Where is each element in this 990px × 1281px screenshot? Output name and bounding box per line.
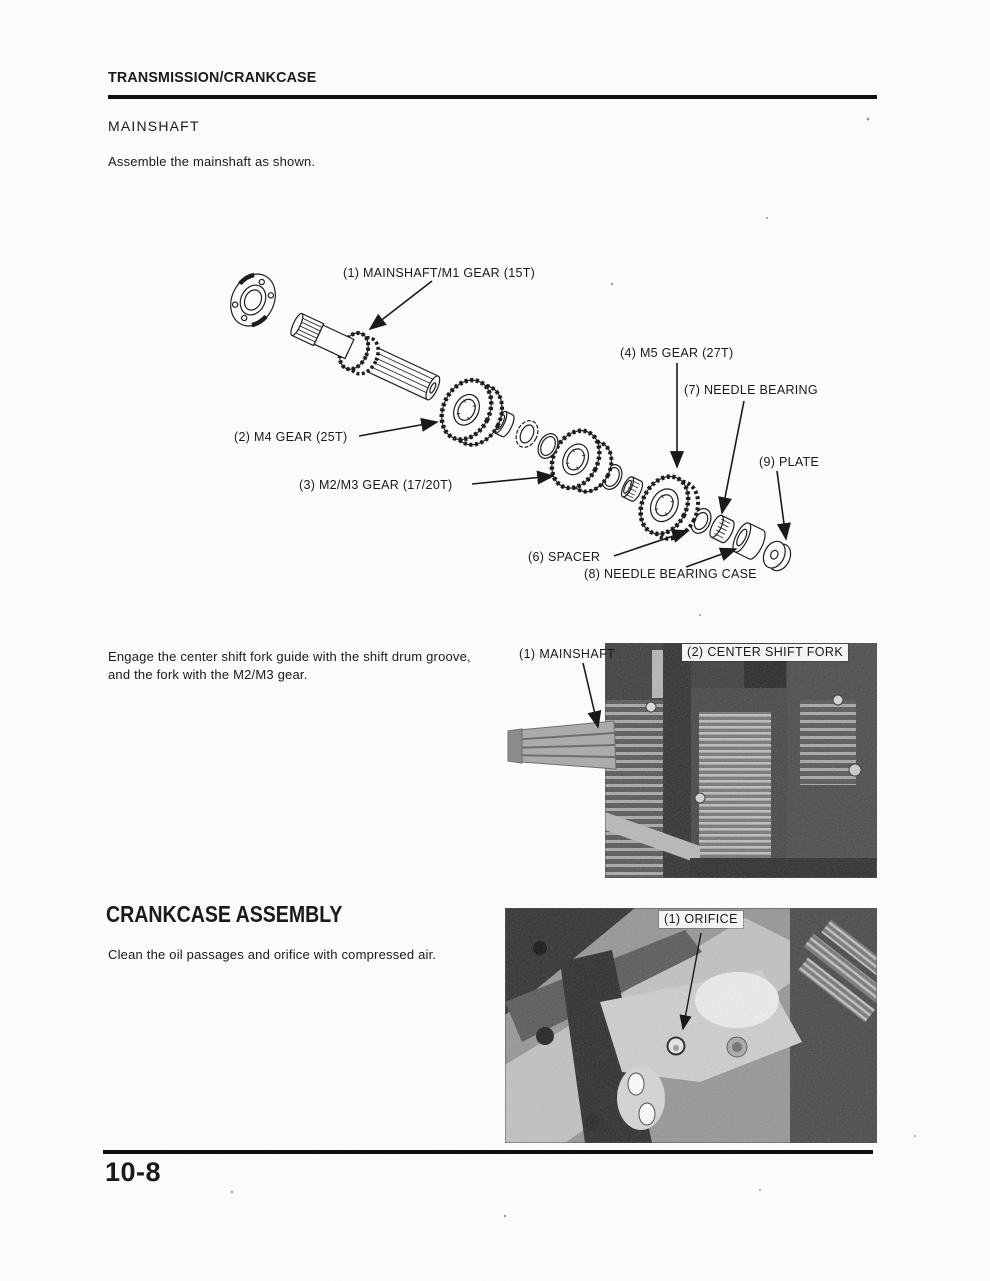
- footer-rule: [103, 1150, 873, 1154]
- part-label-4: (4) M5 GEAR (27T): [620, 346, 734, 360]
- photo1-mainshaft-label: (1) MAINSHAFT: [519, 647, 616, 661]
- part-label-6: (6) SPACER: [528, 550, 601, 564]
- mainshaft-intro-text: Assemble the mainshaft as shown.: [108, 154, 316, 169]
- part-label-9: (9) PLATE: [759, 455, 820, 469]
- shift-fork-text-line2: and the fork with the M2/M3 gear.: [108, 667, 308, 682]
- part-label-1: (1) MAINSHAFT/M1 GEAR (15T): [343, 266, 536, 280]
- part-label-7: (7) NEEDLE BEARING: [684, 383, 818, 397]
- photo2-orifice-label: (1) ORIFICE: [659, 911, 743, 928]
- part-label-3: (3) M2/M3 GEAR (17/20T): [299, 478, 453, 492]
- part-label-8: (8) NEEDLE BEARING CASE: [584, 567, 757, 581]
- crankcase-body-text: Clean the oil passages and orifice with compressed air.: [108, 947, 437, 962]
- page-number: 10-8: [105, 1157, 162, 1187]
- part-label-2: (2) M4 GEAR (25T): [234, 430, 348, 444]
- mainshaft-section-title: MAINSHAFT: [108, 118, 200, 134]
- photo1-center-shift-fork-label: (2) CENTER SHIFT FORK: [682, 644, 848, 661]
- header-rule: [108, 95, 877, 99]
- page-header-title: TRANSMISSION/CRANKCASE: [108, 69, 317, 86]
- crankcase-section-title: CRANKCASE ASSEMBLY: [106, 901, 343, 927]
- shift-fork-text-line1: Engage the center shift fork guide with the shift drum groove,: [108, 649, 471, 664]
